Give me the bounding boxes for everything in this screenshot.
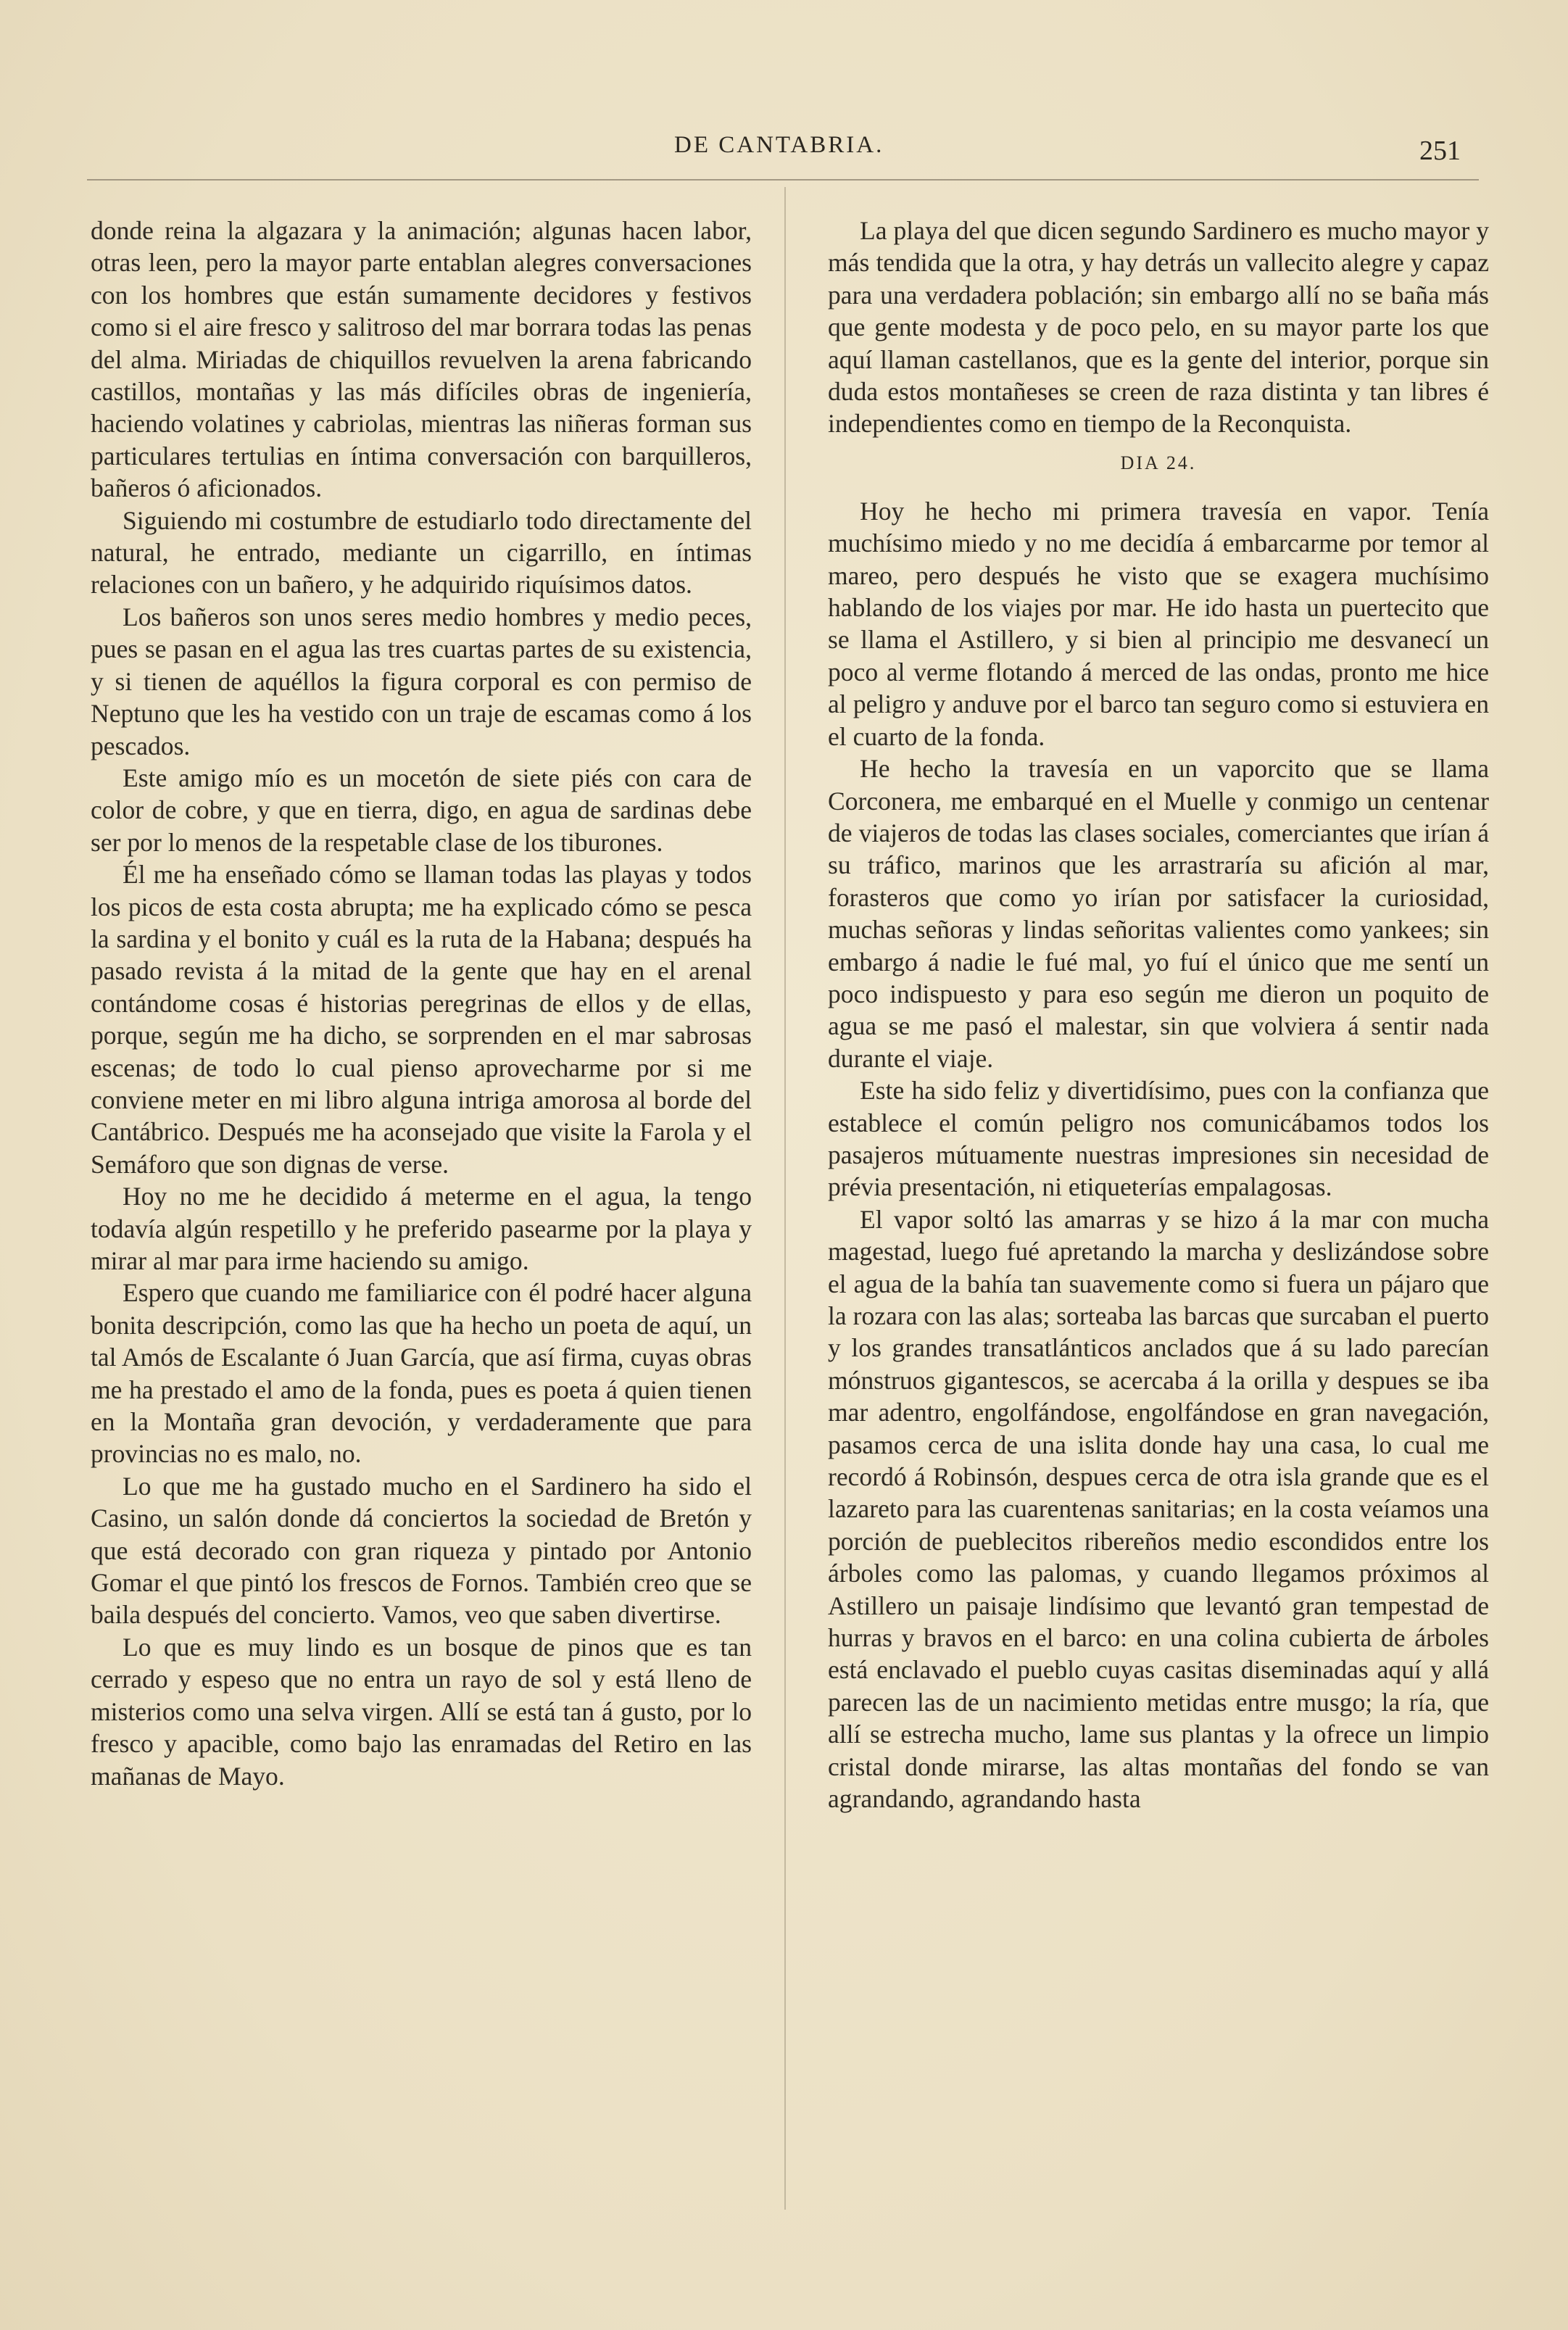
paragraph: Siguiendo mi costumbre de estudiarlo todo directamente del natural, he entrado, mediante un cigarrillo, en íntimas relaciones con un bañero, y he adquirido riquísimos datos.	[91, 505, 752, 600]
left-column	[91, 215, 752, 1792]
running-head	[0, 132, 1568, 168]
paragraph: Lo que me ha gustado mucho en el Sardinero ha sido el Casino, un salón donde dá conciertos la sociedad de Bretón y que está decorado con gran riqueza y pintado por Antonio Gomar el que pintó los frescos de Fornos. También creo que se baila después del concierto. Vamos, veo que saben divertirse.	[91, 1471, 752, 1630]
column-divider	[784, 187, 786, 2210]
paragraph: Este ha sido feliz y divertidísimo, pues con la confianza que establece el común peligro nos comunicábamos todos los pasajeros mútuamente nuestras impresiones sin necesidad de prévia presentación, ni etiqueterías empalagosas.	[828, 1076, 1489, 1202]
paragraph: La playa del que dicen segundo Sardinero es mucho mayor y más tendida que la otra, y hay detrás un vallecito alegre y capaz para una verdadera población; sin embargo allí no se baña más que gente modesta y de poco pelo, en su mayor parte los que aquí llaman castellanos, que es la gente del interior, porque sin duda estos montañeses se creen de raza distinta y tan libres é independientes como en tiempo de la Reconquista.	[828, 216, 1489, 439]
paragraph: Espero que cuando me familiarice con él podré hacer alguna bonita descripción, como las que ha hecho un poeta de aquí, un tal Amós de Escalante ó Juan García, que así firma, cuyas obras me ha prestado el amo de la fonda, pues es poeta á quien tienen en la Montaña gran devoción, y verdaderamente que para provincias no es malo, no.	[91, 1278, 752, 1469]
paragraph: Él me ha enseñado cómo se llaman todas las playas y todos los picos de esta costa abrupta; me ha explicado cómo se pesca la sardina y el bonito y cuál es la ruta de la Habana; después ha pasado revista á la mitad de la gente que hay en el arenal contándome cosas é historias peregrinas de ellos y de ellas, porque, según me ha dicho, se sorprenden en el mar sabrosas escenas; de todo lo cual pienso aprovecharme por si me conviene meter en mi libro alguna intriga amorosa al borde del Cantábrico. Después me ha aconsejado que visite la Farola y el Semáforo que son dignas de verse.	[91, 860, 752, 1179]
page-number: 251	[1419, 136, 1461, 166]
paragraph: El vapor soltó las amarras y se hizo á la mar con mucha magestad, luego fué apretando la marcha y deslizándose sobre el agua de la bahía tan suavemente como si fuera un pájaro que la rozara con las alas; sorteaba las barcas que surcaban el puerto y los grandes transatlánticos anclados que á su lado parecían mónstruos gigantescos, se acercaba á la orilla y despues se iba mar adentro, engolfándose, engolfándose en gran navegación, pasamos cerca de una islita donde hay una casa, lo cual me recordó á Robinsón, despues cerca de otra isla grande que es el lazareto para las cuarentenas sanitarias; en la costa veíamos una porción de pueblecitos ribereños medio escondidos entre los árboles como las palomas, y cuando llegamos próximos al Astillero un paisaje lindísimo que levantó gran tempestad de hurras y bravos en el barco: en una colina cubierta de árboles está enclavado el pueblo cuyas casitas diseminadas aquí y allá parecen las de un nacimiento metidas entre musgo; la ría, que allí se estrecha mucho, lame sus plantas y la ofrece un limpio cristal donde mirarse, las altas montañas del fondo se van agrandando, agrandando hasta	[828, 1204, 1489, 1814]
paragraph-continued: donde reina la algazara y la animación; algunas hacen labor, otras leen, pero la mayor parte entablan alegres conversaciones con los hombres que están sumamente decidores y festivos como si el aire fresco y salitroso del mar borrara todas las penas del alma. Miriadas de chiquillos revuelven la arena fabricando castillos, montañas y las más difíciles obras de ingeniería, haciendo volatines y cabriolas, mientras las niñeras forman sus particulares tertulias en íntima conversación con barquilleros, bañeros ó aficionados.	[91, 216, 752, 503]
paragraph: He hecho la travesía en un vaporcito que se llama Corconera, me embarqué en el Muelle y conmigo un centenar de viajeros de todas las clases sociales, comerciantes que irían á su tráfico, marinos que les arrastraría su afición al mar, forasteros que como yo irían por satisfacer la curiosidad, muchas señoras y lindas señoritas valientes como yankees; sin embargo á nadie le fué mal, yo fuí el único que me sentí un poco indispuesto y para eso según me dieron un poquito de agua se me pasó el malestar, sin que volviera á sentir nada durante el viaje.	[828, 754, 1489, 1073]
date-heading: DIA 24.	[1120, 452, 1197, 473]
header-rule	[87, 179, 1479, 183]
paragraph: Hoy no me he decidido á meterme en el agua, la tengo todavía algún respetillo y he preferido pasearme por la playa y mirar al mar para irme haciendo su amigo.	[91, 1182, 752, 1275]
running-head-title: DE CANTABRIA.	[674, 132, 884, 158]
paragraph: Hoy he hecho mi primera travesía en vapor. Tenía muchísimo miedo y no me decidía á embarcarme por temor al mareo, pero después he visto que se exagera muchísimo hablando de los viajes por mar. He ido hasta un puertecito que se llama el Astillero, y si bien al principio me desvanecí un poco al verme flotando á merced de las ondas, pronto me hice al peligro y anduve por el barco tan seguro como si estuviera en el cuarto de la fonda.	[828, 496, 1489, 751]
right-column	[828, 215, 1489, 1815]
paragraph: Este amigo mío es un mocetón de siete piés con cara de color de cobre, y que en tierra, digo, en agua de sardinas debe ser por lo menos de la respetable clase de los tiburones.	[91, 763, 752, 857]
paragraph: Los bañeros son unos seres medio hombres y medio peces, pues se pasan en el agua las tres cuartas partes de su existencia, y si tienen de aquéllos la figura corporal es con permiso de Neptuno que les ha vestido con un traje de escamas como á los pescados.	[91, 602, 752, 760]
paragraph: Lo que es muy lindo es un bosque de pinos que es tan cerrado y espeso que no entra un rayo de sol y está lleno de misterios como una selva virgen. Allí se está tan á gusto, por lo fresco y apacible, como bajo las enramadas del Retiro en las mañanas de Mayo.	[91, 1632, 752, 1791]
